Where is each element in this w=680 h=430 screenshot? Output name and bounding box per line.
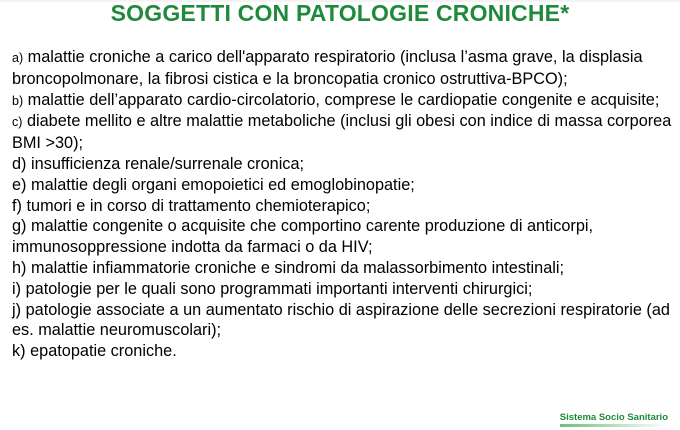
item-text: epatopatie croniche. bbox=[30, 342, 177, 361]
item-text: malattie congenite o acquisite che comportino carente produzione di anticorpi, immunosoppressione indotta da farmaci o da HIV; bbox=[12, 217, 594, 257]
list-item bbox=[12, 47, 674, 90]
item-text: patologie per le quali sono programmati importanti interventi chirurgici; bbox=[25, 279, 533, 298]
item-text: malattie dell’apparato cardio-circolatorio, comprese le cardiopatie congenite e acquisite; bbox=[27, 90, 660, 109]
footer-logo bbox=[560, 412, 668, 423]
item-marker: d) bbox=[12, 154, 27, 173]
list-item bbox=[12, 279, 674, 300]
footer-underline bbox=[560, 424, 668, 427]
item-marker: f) bbox=[12, 196, 22, 215]
list-item bbox=[12, 341, 674, 362]
item-marker: h) bbox=[12, 258, 27, 277]
list-item bbox=[12, 111, 674, 154]
pathology-list bbox=[12, 47, 674, 362]
list-item bbox=[12, 300, 674, 342]
item-marker: a) bbox=[12, 51, 24, 65]
item-marker: c) bbox=[12, 115, 23, 130]
item-text: malattie degli organi emopoietici ed emoglobinopatie; bbox=[31, 175, 415, 194]
list-item bbox=[12, 154, 674, 175]
item-marker: i) bbox=[12, 279, 22, 298]
slide-title: SOGGETTI CON PATOLOGIE CRONICHE* bbox=[110, 0, 570, 26]
item-text: tumori e in corso di trattamento chemioterapico; bbox=[26, 196, 371, 215]
list-item bbox=[12, 175, 674, 196]
list-item bbox=[12, 90, 674, 112]
item-marker: k) bbox=[12, 342, 26, 361]
item-marker: b) bbox=[12, 93, 24, 108]
list-item bbox=[12, 258, 674, 279]
item-text: patologie associate a un aumentato rischio di aspirazione delle secrezioni respiratorie (ad es. malattie neuromuscolari); bbox=[12, 300, 670, 340]
item-marker: j) bbox=[12, 300, 22, 319]
item-text: malattie infiammatorie croniche e sindromi da malassorbimento intestinali; bbox=[31, 258, 565, 277]
list-item bbox=[12, 196, 674, 217]
item-marker: g) bbox=[12, 217, 27, 236]
item-text: malattie croniche a carico dell'apparato respiratorio (inclusa l’asma grave, la displasia broncopolmonare, la fibrosi cistica e la broncopatia cronico ostruttiva-BPCO); bbox=[12, 48, 643, 88]
item-text: diabete mellito e altre malattie metaboliche (inclusi gli obesi con indice di massa corporea BMI >30); bbox=[12, 112, 672, 153]
footer-text: Sistema Socio Sanitario bbox=[559, 412, 668, 423]
item-marker: e) bbox=[12, 175, 27, 194]
list-item bbox=[12, 216, 674, 258]
item-text: insufficienza renale/surrenale cronica; bbox=[31, 154, 305, 173]
